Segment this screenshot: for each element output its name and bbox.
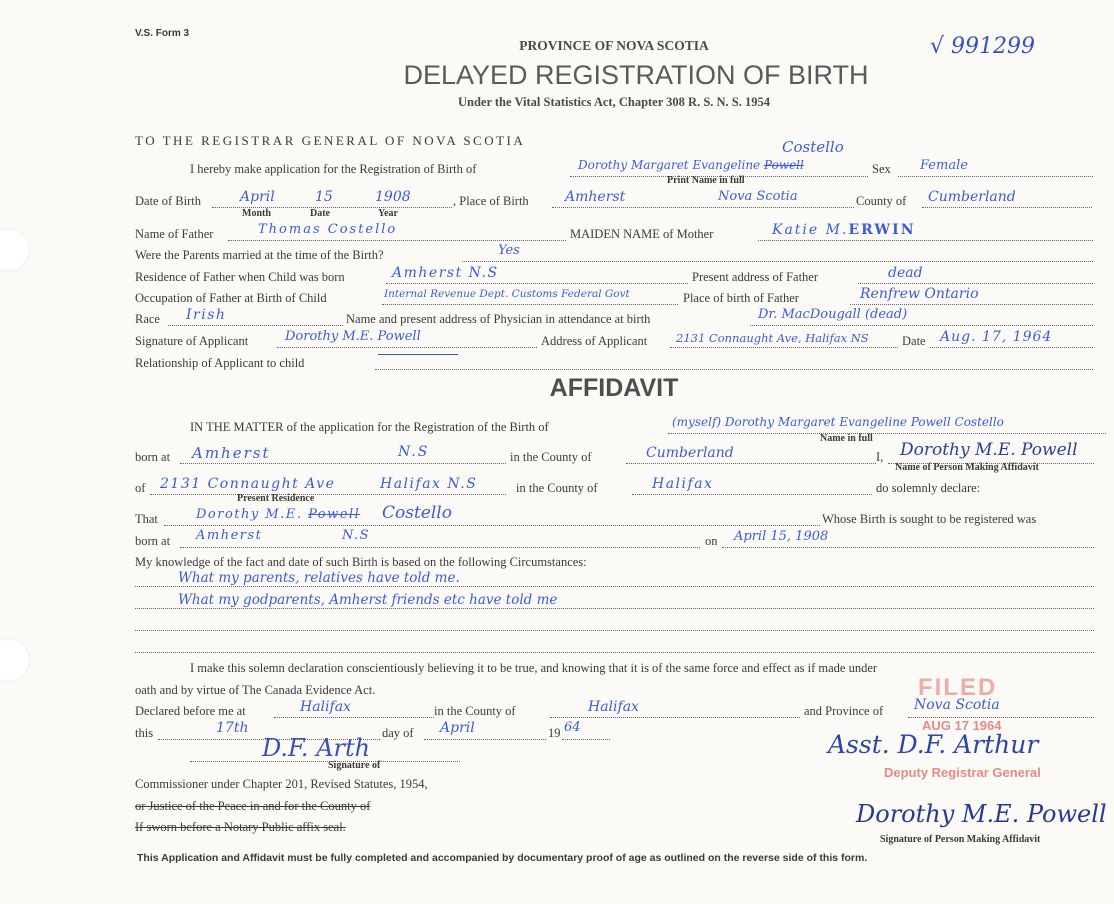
father-pob-label: Place of birth of Father: [683, 291, 799, 305]
married-label: Were the Parents married at the time of the Birth?: [135, 248, 384, 262]
day-of-label: day of: [382, 726, 414, 740]
whose-birth-label: Whose Birth is sought to be registered was: [822, 512, 1037, 526]
deputy-registrar-stamp: Deputy Registrar General: [884, 765, 1041, 780]
month-caption: Month: [242, 208, 271, 219]
occupation-value: Internal Revenue Dept. Customs Federal Govt: [384, 288, 630, 300]
county-value: Cumberland: [928, 189, 1016, 205]
dob-date: 15: [315, 189, 333, 205]
form-subtitle: Under the Vital Statistics Act, Chapter 308 R. S. N. S. 1954: [457, 95, 771, 109]
sex-label: Sex: [872, 162, 891, 176]
present-residence-caption: Present Residence: [237, 493, 315, 504]
physician-label: Name and present address of Physician in attendance at birth: [346, 312, 651, 326]
deputy-signature: Asst. D.F. Arthur: [828, 730, 1039, 759]
applicant-addr-value: 2131 Connaught Ave, Halifax NS: [676, 331, 869, 345]
mother-value: Katie M.ERWIN: [772, 222, 916, 238]
affidavit-county: Cumberland: [646, 445, 734, 461]
declared-county: Halifax: [588, 699, 639, 715]
commissioner-label: Commissioner under Chapter 201, Revised Statutes, 1954,: [135, 777, 428, 791]
residence-value: 2131 Connaught Ave: [160, 476, 336, 492]
occupation-label: Occupation of Father at Birth of Child: [135, 291, 327, 305]
pob-label: , Place of Birth: [453, 194, 529, 208]
applicant-signature: Dorothy M.E. Powell: [285, 329, 421, 344]
application-date: Aug. 17, 1964: [940, 329, 1053, 345]
deponent-signature: Dorothy M.E. Powell: [856, 800, 1107, 828]
born-at2-value: Amherst: [196, 528, 263, 543]
circumstance-2: What my godparents, Amherst friends etc have told me: [178, 592, 558, 608]
declared-province: Nova Scotia: [914, 697, 1000, 713]
relationship-underline: [378, 354, 458, 355]
sig-label: Signature of Applicant: [135, 334, 249, 348]
declared-county-label: in the County of: [434, 704, 516, 718]
county2-value: Halifax: [652, 476, 714, 492]
commissioner-signature: D.F. Arth: [262, 734, 371, 762]
residence-city: Halifax N.S: [380, 476, 478, 492]
affidavit-county-label: in the County of: [510, 450, 592, 464]
print-name-caption: Print Name in full: [667, 175, 745, 186]
filed-stamp-date: AUG 17 1964: [922, 718, 1002, 733]
of-label: of: [135, 481, 146, 495]
this-label: this: [135, 726, 154, 740]
punch-hole-bottom: [0, 638, 30, 682]
declare-label: do solemnly declare:: [876, 481, 981, 495]
form-number: V.S. Form 3: [135, 28, 190, 39]
county2-label: in the County of: [516, 481, 598, 495]
matter-name: (myself) Dorothy Margaret Evangeline Powell Costello: [672, 415, 1004, 429]
pob-value: Amherst: [565, 189, 626, 205]
father-pob-value: Renfrew Ontario: [860, 286, 979, 302]
father-present-label: Present address of Father: [692, 270, 819, 284]
race-value: Irish: [186, 307, 227, 323]
born-at-value: Amherst: [192, 444, 271, 462]
declared-day: 17th: [216, 720, 249, 736]
file-number: √ 991299: [930, 34, 1035, 59]
date-caption: Date: [310, 208, 330, 219]
solemn-line-2: oath and by virtue of The Canada Evidence Act.: [135, 683, 376, 697]
pob-province: Nova Scotia: [718, 189, 798, 204]
year-caption: Year: [378, 208, 398, 219]
declared-month: April: [440, 720, 475, 736]
born-at-label: born at: [135, 450, 171, 464]
married-value: Yes: [498, 243, 520, 258]
matter-label: IN THE MATTER of the application for the Registration of the Birth of: [190, 420, 549, 434]
solemn-line-1: I make this solemn declaration conscientiously believing it to be true, and knowing that it is of the same force and effect as if made under: [190, 661, 878, 675]
race-label: Race: [135, 312, 160, 326]
dob-year: 1908: [375, 189, 411, 205]
that-name: Dorothy M.E. Powell: [196, 507, 361, 522]
knowledge-label: My knowledge of the fact and date of such Birth is based on the following Circumstances:: [135, 555, 587, 569]
declared-year: 64: [564, 720, 581, 735]
father-value: Thomas Costello: [258, 222, 398, 237]
that-label: That: [135, 512, 158, 526]
footer-note: This Application and Affidavit must be fully completed and accompanied by documentary proof of age as outlined on the reverse side of this form.: [137, 852, 868, 864]
justice-label: or Justice of the Peace in and for the County of: [135, 799, 371, 813]
mother-label: MAIDEN NAME of Mother: [570, 227, 714, 241]
dob-month: April: [240, 189, 275, 205]
physician-value: Dr. MacDougall (dead): [758, 307, 908, 322]
father-res-value: Amherst N.S: [392, 265, 499, 281]
relationship-label: Relationship of Applicant to child: [135, 356, 305, 370]
deponent-caption: Name of Person Making Affidavit: [895, 462, 1039, 473]
applicant-addr-label: Address of Applicant: [541, 334, 648, 348]
sex-value: Female: [920, 158, 968, 173]
punch-hole-top: [0, 228, 30, 272]
father-label: Name of Father: [135, 227, 214, 241]
circumstance-1: What my parents, relatives have told me.: [178, 570, 460, 586]
on-label: on: [705, 534, 718, 548]
province-label: and Province of: [804, 704, 884, 718]
declared-at: Halifax: [300, 699, 351, 715]
deponent-name: Dorothy M.E. Powell: [900, 440, 1078, 460]
notary-label: If sworn before a Notary Public affix seal.: [135, 820, 346, 834]
affidavit-heading: AFFIDAVIT: [549, 374, 679, 402]
born-at-province: N.S: [398, 444, 430, 460]
declared-label: Declared before me at: [135, 704, 246, 718]
child-name: Dorothy Margaret Evangeline Powell: [578, 158, 804, 172]
year-prefix: 19: [548, 726, 561, 740]
province-heading: PROVINCE OF NOVA SCOTIA: [519, 38, 709, 53]
on-date: April 15, 1908: [734, 529, 829, 544]
county-label: County of: [856, 194, 907, 208]
name-full-caption: Name in full: [820, 433, 873, 444]
i-label: I,: [876, 450, 884, 464]
father-present-value: dead: [888, 265, 923, 281]
that-correction: Costello: [382, 503, 452, 523]
child-name-correction: Costello: [782, 138, 844, 156]
born-at2-province: N.S: [342, 528, 371, 543]
date-label: Date: [902, 334, 926, 348]
to-registrar: TO THE REGISTRAR GENERAL OF NOVA SCOTIA: [135, 133, 526, 148]
filed-stamp: FILED: [918, 674, 998, 701]
deponent-signature-caption: Signature of Person Making Affidavit: [880, 834, 1041, 845]
form-title: DELAYED REGISTRATION OF BIRTH: [403, 60, 869, 90]
application-intro: I hereby make application for the Registration of Birth of: [190, 162, 477, 176]
born-at2-label: born at: [135, 534, 171, 548]
dob-label: Date of Birth: [135, 194, 201, 208]
signature-of-caption: Signature of: [328, 760, 381, 771]
father-res-label: Residence of Father when Child was born: [135, 270, 345, 284]
